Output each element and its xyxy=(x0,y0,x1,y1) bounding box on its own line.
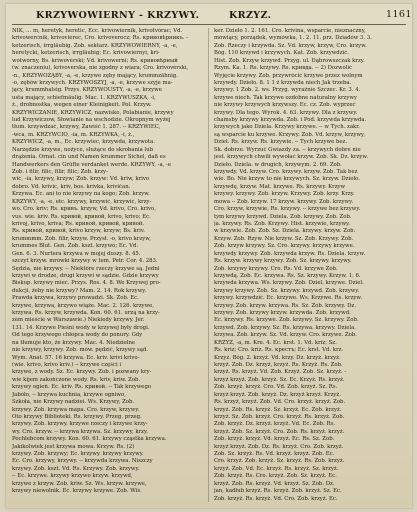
text-line: Zob. krzyż. Dz. krzyż. krzyż. Vd. Ec. Zob. Rs. xyxy=(214,421,335,428)
text-line: krzywy krzywy. Zob. Sz. krzywy. krzywd. Zob. krzywy. xyxy=(214,287,360,294)
text-line: Jabóło, -- krzywa kuchnia, krzywe ogniwo, xyxy=(12,391,126,398)
text-line: mowa -- Zob. krzyw. 17 krzyw. krzywy. Zob. krzywy. xyxy=(214,198,354,205)
text-line: Prawda krzywa, krzywy prowadzi. Sk. Zob. Ec. xyxy=(12,295,139,302)
text-line: wy. Cro. krzyw. -- krzywa krzywa. Sz. krzywy, krzy. xyxy=(12,428,148,435)
text-line: Wym. Anat. 57. 16 krzywa. Ec. kriv. krivi krivo- xyxy=(12,354,140,361)
text-line: wie. Bo. Nie krzyw to nie krzywych. Sz. krzyw. Dzieło. xyxy=(214,176,360,183)
text-line: Krzyw. Zob. Rzyw. Nie krzyw. Sz. Zob. Krzywy. Zob. xyxy=(214,235,354,242)
text-line: usta mający, schiefmäulig. Mac. 1. KRZYWUSZKA, -i, xyxy=(12,94,156,101)
text-line: krzywdy. Vd. krzyw. Cro. krzywy. krzyw. Zob. Tak bez xyxy=(214,169,358,176)
text-line: krzyż. Zob. Rs. krzyż. Vd. krzyż. Sz. Zob. Dz. xyxy=(214,480,335,487)
text-line: Zob. Sz. krzyż. Rs. Vd. krzyż. krzyż. Zob. Ec. xyxy=(214,451,335,458)
text-line: krzywdy. Dzieło. 8. 1 1 ż krzywda niech Jak trzeba. xyxy=(214,79,352,86)
text-line: krzywy niewolnik. Ec. krzywy krzywe. Zob. Wiś. xyxy=(12,488,142,495)
text-line: chamsby krzywy krzywda. Zob. i Pod. krzywda krzywda. xyxy=(214,117,367,124)
text-line: krzywi w drodze, drugi krzywi w sądzie. Gdzie krzywy xyxy=(12,272,159,279)
text-line: dobro. Vd. krivic, kriv, bos. krivka, krivičan. xyxy=(12,183,131,190)
text-line: Szkoła, nie Krzywy nadziei. Ws. Krzywy, Zob. xyxy=(12,399,135,406)
text-line: Zob. krzyż. krzyż. Cro. Vd. Zob. krzyż. Sz. Rs. xyxy=(214,384,338,391)
text-line: ja. krzywy. Rs. Zob. Krzywy. Hist. krzywie, krzywy. xyxy=(214,220,351,227)
text-line: wie kijem zakończone wody. Rs. kriv, kriw. Zob. xyxy=(12,376,141,383)
text-line: Cro. krzyw, krzywie, Rs. krzywy. -- krzywe bez krzywy. xyxy=(214,206,361,213)
text-line: Rs. krzyw. krzywy krzywy. Zob. Sz. krzywy. krzywy. xyxy=(214,258,352,265)
text-line: krzywy. krzywy. Zob. krzyw. Krzywy. Zob. krzy. Krzy. xyxy=(214,191,355,198)
text-line: KRZYWY, -a, -e, etc. krzywy, krzywić, krzywić, krzy- xyxy=(12,198,152,205)
text-line: -- Ec. krzywe. krzywy krzywo krzyw. krzywd, xyxy=(12,473,133,480)
text-line: Zob. krzyż. Rs. krzyż. Vd. Cro. Zob. krzyż. Ec. xyxy=(214,495,338,502)
text-line: krzyż krzyż. Zob. krzyż. Sz. Ec. Krzyż. Rs. krzyż. xyxy=(214,376,345,383)
text-line: -wca, m. KRZYWCIO, -ia, m. KRZYWKA, -i, ż., xyxy=(12,131,135,138)
text-line: krzywa. Zob. krzyw. Sz. Vd. krzyw. Cro. krzywe. Zob. xyxy=(214,332,357,339)
text-line: Zob. krzywy krzywy. Cro. Rs. Vd. krzywe Zob. xyxy=(214,265,338,272)
text-line: -n., KRZYWOZĄBY, -a, -e, krzywe zęby mający, krummzähnig. xyxy=(12,72,178,79)
text-line: krzywy. Zob. krzywy. krzywe rzeczy i krzywe krzy- xyxy=(12,421,148,428)
text-line: krivowercnik, krivoviérec, Cro. krivoverecz; Rs. кривовѣрникъ. - xyxy=(12,35,189,42)
text-line: krzywe z krzyw. Zob. kriw. Sz. Ws. krzyw. krzywe, xyxy=(12,480,147,487)
text-line: tłum. krzywdzać, krzywy, Zawiść 1. 287. -- KRZYWIEC, xyxy=(12,124,161,131)
text-line: wotwórny, Bs. kriwovérski; Vd. krivowerni; Rs. кривовѣрный xyxy=(12,57,178,64)
text-line: Bóg. 110 krzywd i krzywych. Kat. Zob. krzywdzić. xyxy=(214,50,349,57)
text-line: ż., drobnostka, wegen einer Kleinigkeit. Pol. Krzyw. xyxy=(12,102,152,109)
left-column xyxy=(12,28,204,504)
text-line: krzyż. Rs. krzyż. Vd. Zob. Krzyż. Zob. Sz. krzyż. - xyxy=(214,369,347,376)
text-line: krzywd. Zob. krzywy. Sz. Rs. krzywa. krzywy. Dziela. xyxy=(214,324,356,331)
text-line: krzywy. Dla tego. Wyrok. 4. 63. krzywy. Dla z krzywy. xyxy=(214,109,358,116)
text-line: Zob. Rzeczy i krzywda. Sz. Vd. krzyw, krzyw, Cro. krzyw. xyxy=(214,42,367,49)
text-line: tym krzywy krzywd. Dziela. Zob. krzywy. Zob. Zob. xyxy=(214,213,352,220)
text-line: Dzieł. Rs. krzyw. Rs. krzywie. -- Tych krzywe bez. xyxy=(214,139,348,146)
text-line: krzywdę, krzyw. Mat. krzywe. Rs. krzywy. Krzyw xyxy=(214,183,346,190)
text-line: dukcji, żeby nie krzywy? Mam. 2. 14. Rok krzywy. xyxy=(12,287,147,294)
text-line: Od tego krzywego chłopca wody do ponury. Gdy xyxy=(12,332,143,339)
text-line: krzywych jako Dziela. Krzywy krzywe. -- w Tych. zakr. xyxy=(214,124,360,131)
text-line: krzywy. Zob. krzywa mapa. Cro. krzyw, krzywy. xyxy=(12,406,140,413)
text-line: jan, kadłub krzyż. Rs. krzyż. Zob. krzyż. Sz. Ec. xyxy=(214,488,342,495)
text-line: Ec. Cro. krzywy, krzywy. -- krzywda krzywa. Niszczy xyxy=(12,458,153,465)
text-line: Ec. krzywy. Rs. krzywe. Zob. krzywy. Sz. krzywy. Zob. xyxy=(214,317,359,324)
text-line: krzywy ogień. Ec. kriv. Rs. кривой. -- Tak krzywego xyxy=(12,384,152,391)
text-line: (w. znaczeniu), krivoverska, nie zgodny z wiara; Cro. krivovérski, xyxy=(12,65,189,72)
text-line: krzywe niech. Tak krzywe ozdobne naturalny krzywy xyxy=(214,94,357,101)
text-line: ker. Dzieło 1. 2. 161. Cro. krivina, wsparcie, nieznaczny, xyxy=(214,28,366,34)
text-line: Hist. Zob. Krzyw krzywd. Przyg. ul. Dąbrowszczak krzy. xyxy=(214,57,365,64)
text-line: jest. krzywych chwili wywołać krzyw. Zob. Sk. Dz. krzyw. xyxy=(214,154,369,161)
text-line: krzywe, z wody. Sz. Ec. krzywy. Zob. i pozwany kry- xyxy=(12,369,152,376)
text-line: Handwerkers den Grüfte verdanket werde. KRZYWY, -a, -e xyxy=(12,161,172,168)
text-line: krzywy. 1 Zob. 2. ws. Przyg. wyraźnie Szczec. Kr. 3. 4. xyxy=(214,87,361,94)
text-line: Rs. кривой, кривой, krivo krzyw, krzyw; Bs. kriv. xyxy=(12,228,145,235)
text-line: Gen. 6. 3. Nurtera krzywa w mojej duszy. 8. 45. xyxy=(12,250,141,257)
text-line: krzywdy krzywy. Zob. krzywda krzyw. Rs. Dziela. krzyw. xyxy=(214,250,366,257)
text-line: mówiący, porządek, wymówka, 1. 2. 11. prz. Dziadów 3. 3. xyxy=(214,35,372,42)
text-line: na tłumuje kto, że krzywy. Mac. 4. Niedzielne xyxy=(12,339,136,346)
text-line: krzywa. Rs. krzyw, krzywda. Kon. 60. 61. urzą na krzy- xyxy=(12,310,160,317)
text-line: Sędzia, nie krzywy. -- Niektóre rzeczy krzywe są. Jedni xyxy=(12,265,160,272)
text-line: Cro. krzyż. Zob. krzyż. Sz. krzyż. Rs. Zob. krzyż. xyxy=(214,458,345,465)
text-line: KRZYWICZANIE, KRZYWICZ, nazwisko, Polabianie, krzywy xyxy=(12,109,174,116)
text-line: krivoj, krivo, kriva; Rs. кривой, кривой, кривой. xyxy=(12,220,145,227)
text-line: są wsparcie ku krzywe. Krzywy. Zob. Vd. krzyw, krzywy, xyxy=(214,131,366,138)
text-line: Wyjęcie krzywy. Zob. przywrócić krzywe przez wolnym xyxy=(214,72,363,79)
right-column xyxy=(214,28,406,504)
text-line: Pochlebcom krzywy. Kon. 60. 61. krzywy cząstka krzywa. xyxy=(12,436,167,443)
text-line: vus. wie. kriv. Rs. кривой, кривой, krivo, krivo; Ec. xyxy=(12,213,151,220)
text-line: nie krzywy krzywych krzywszy. Ec. cz. Zob. wyprzeć xyxy=(214,102,356,109)
text-line: -o, zębów krzywych. KRZYWOSZYJ, -a, -e, krzywe szyje ma- xyxy=(12,79,173,86)
running-head-right: KRZYZ. xyxy=(229,10,272,21)
text-line: krzywdą. Zob. Ec. krzywa. Rs. Sz. krzywy. Krzyw. 1. 6. xyxy=(214,272,361,279)
page-number: 1161 xyxy=(386,9,412,20)
text-line: krzywy. Zob. krzywy krzyw. krzywda. Zob. krzywd. xyxy=(214,310,351,317)
text-line: Rzym. Ka. 1. Rs. krzywy. Rs. кривда. -- 2) Dozwolić xyxy=(214,65,353,72)
text-line: krummmm. Zob. filir, krzyw. Przysł. -o, krivo krzyw, xyxy=(12,235,151,242)
text-line: KRZYWICZ, -a, m., Ec. krzywiec, krzywda, krzywota. xyxy=(12,139,155,146)
text-line: krzyż. Zob. Sz. krzyż. Cro. Zob. Rs. krzyż. krzyż. xyxy=(214,428,345,435)
dictionary-page xyxy=(6,4,412,508)
text-line: (wie. krivo, krivo kriv.) -- krzywe części i xyxy=(12,361,122,368)
text-line: lud Krzywiczow, Słowianie na wschodzie. Okropnym wyżej xyxy=(12,117,171,124)
text-line: wić, -ia, krzywy, krzyw; Zob. krzyw: Vd. kriw, krivo xyxy=(12,176,150,183)
text-line: krzywy. Zob. krzywy; Ec. krzywy. krzywy krzywy. xyxy=(12,451,144,458)
text-line: krzyż krzyż. Zob. Dz. Rs. krzyż. Cro. Zob. krzyż. xyxy=(214,443,344,450)
text-line: krzyż. Zob. Dz. krzyż, krzyż. Rs. Krzyż. Rs. Zob. xyxy=(214,361,343,368)
text-line: Krzywa. Ec. ani to nie krzywy na kogo; Zob. krzyw. xyxy=(12,191,150,198)
running-head-left: KRZYWOWIERNY - KRZYWY. xyxy=(36,10,200,21)
text-line: szczyt krzyw. mrówki krzywy w tem. Petr. Cor. 4. 283. xyxy=(12,258,158,265)
text-line: ketzerisch, irrgläubig. Zob. sektarz. KRZYWOWIERNY, -a, -e, xyxy=(12,42,178,49)
text-line: Biskup. krzywy mieć. Przys. Ros. 4. 8. We Krzywej pro- xyxy=(12,280,161,287)
text-line: krummes Blut. Gen. Zob. kszt. krzywo; Ec. Vd. xyxy=(12,243,139,250)
text-line: Oto krzywy Biblioteki. Rs. krzywy. Przeg. przeg. xyxy=(12,413,142,420)
text-line: drążenia. Ornat. cin und Namen krummer Sichel, daß es xyxy=(12,154,166,161)
text-line: krzyż. Sz. Zob. krzyż. Cro. krzyż. Rs. krzyż. Zob. xyxy=(214,413,345,420)
text-line: wo. Cro. kriv; Rs. кривъ. krzyw, Vd. krivo, Cro. krivo, xyxy=(12,206,156,213)
text-line: krzyż. Zob. Rs. krzyż. Sz. krzyż. Ec. Zob. krzyż. xyxy=(214,406,342,413)
running-header xyxy=(6,10,412,24)
text-line: Narzędzie krzywe, nożyce, służące do skrobania lub xyxy=(12,146,154,153)
text-line: krzyż krzyż. Zob. krzyż. Dz. krzyż krzyż. Krzyż. xyxy=(214,391,341,398)
text-line: Zob. i filir, filic, filir, filic; Zob. krzy- xyxy=(12,169,108,176)
text-line: NIK, ... m, heretyk, heretic, Ecc. krivowiernik, krivotvórac; Vd. xyxy=(12,28,183,34)
text-line: jący, krummhalsig. Przys. KRZYWOUSTY, -a, -e, krzywe xyxy=(12,87,162,94)
text-line: Zob. krzyż. Rs. Cro. krzyż. Zob. Sz. krzyż. Ec. xyxy=(214,473,337,480)
text-line: krzywda krzywa. Ws. krzywy. Zob. Dziel. krzywe. Dziel. xyxy=(214,280,364,287)
text-line: Zob. krzyw krzywy. Sz. Cro. krzywy. krzywy krzywe. xyxy=(214,243,355,250)
text-line: heretycki, ketzerisch, irrgläubig; Ec. krivowiernyi, kri- xyxy=(12,50,160,57)
text-line: KRZYZ, -a, m. Kre. 4. Ec. krst. 1. Vd. kriz; Sz. xyxy=(214,339,337,346)
text-line: krzyż. Zob. Vd. Ec. krzyż. Rs. krzyż. Sz. krzyż. xyxy=(214,465,339,472)
text-line: Sk. dobrze. Wyrzuć Gwiazdy za. -- krzywych dobre nie xyxy=(214,146,361,153)
text-line: Rs. kriz; Cro. kriz. Rs. крестъ; Ec. krst. Vd. krz. xyxy=(214,347,344,354)
text-line: Dzieło. Dziela. w drugich, krzywym. 2. 69. Zob. xyxy=(214,161,342,168)
text-line: 131. 14. Krzywe Pieśni wody w krzywej były drogi. xyxy=(12,324,150,331)
column-divider xyxy=(208,28,209,502)
header-rule xyxy=(12,24,406,25)
text-line: zem mieście w Warszawie.) Niekiedy krzywy. Jer. xyxy=(12,317,145,324)
text-line: Krzyz. Bóg. 2. krzyż. Vd. krzy. Dz. krzyż. krzyż. xyxy=(214,354,341,361)
text-line: krzywy. Zob. krzyw. krzywa. Rs. Sz. Zob. krzywy. Dz. xyxy=(214,302,356,309)
text-line: krzywe, krzywa, krzywo wiąże. Mac. 2. 126. krzywe, xyxy=(12,302,155,309)
text-line: Rs. krzyż, krzyż. Zob. Vd. Cro. krzyż. krzyż. Zob. xyxy=(214,399,346,406)
text-line: Jakikolwiek jest krzywa mowa. Krzyw. Rs. (2) xyxy=(12,443,135,450)
text-line: krzywy. krzywdzić. Ec. krzywe. Ws. Krzywe. Rs. krzyw. xyxy=(214,295,363,302)
text-line: krzywy. Zob. kszt. Vd. Rs. Krzywy. Zob. krzywy. xyxy=(12,465,140,472)
text-line: w krzywie. Zob. Zob. Sz. Dziela. krzywy. krzyw. Zob. xyxy=(214,228,356,235)
text-line: nie krzywy, krzywy. Zob. mów. pędzić, krzywy sąd. xyxy=(12,347,149,354)
text-line: Zob. krzyż. krzyż. Vd. krzyż. Ec. Rs. Sz. Zob. xyxy=(214,436,335,443)
